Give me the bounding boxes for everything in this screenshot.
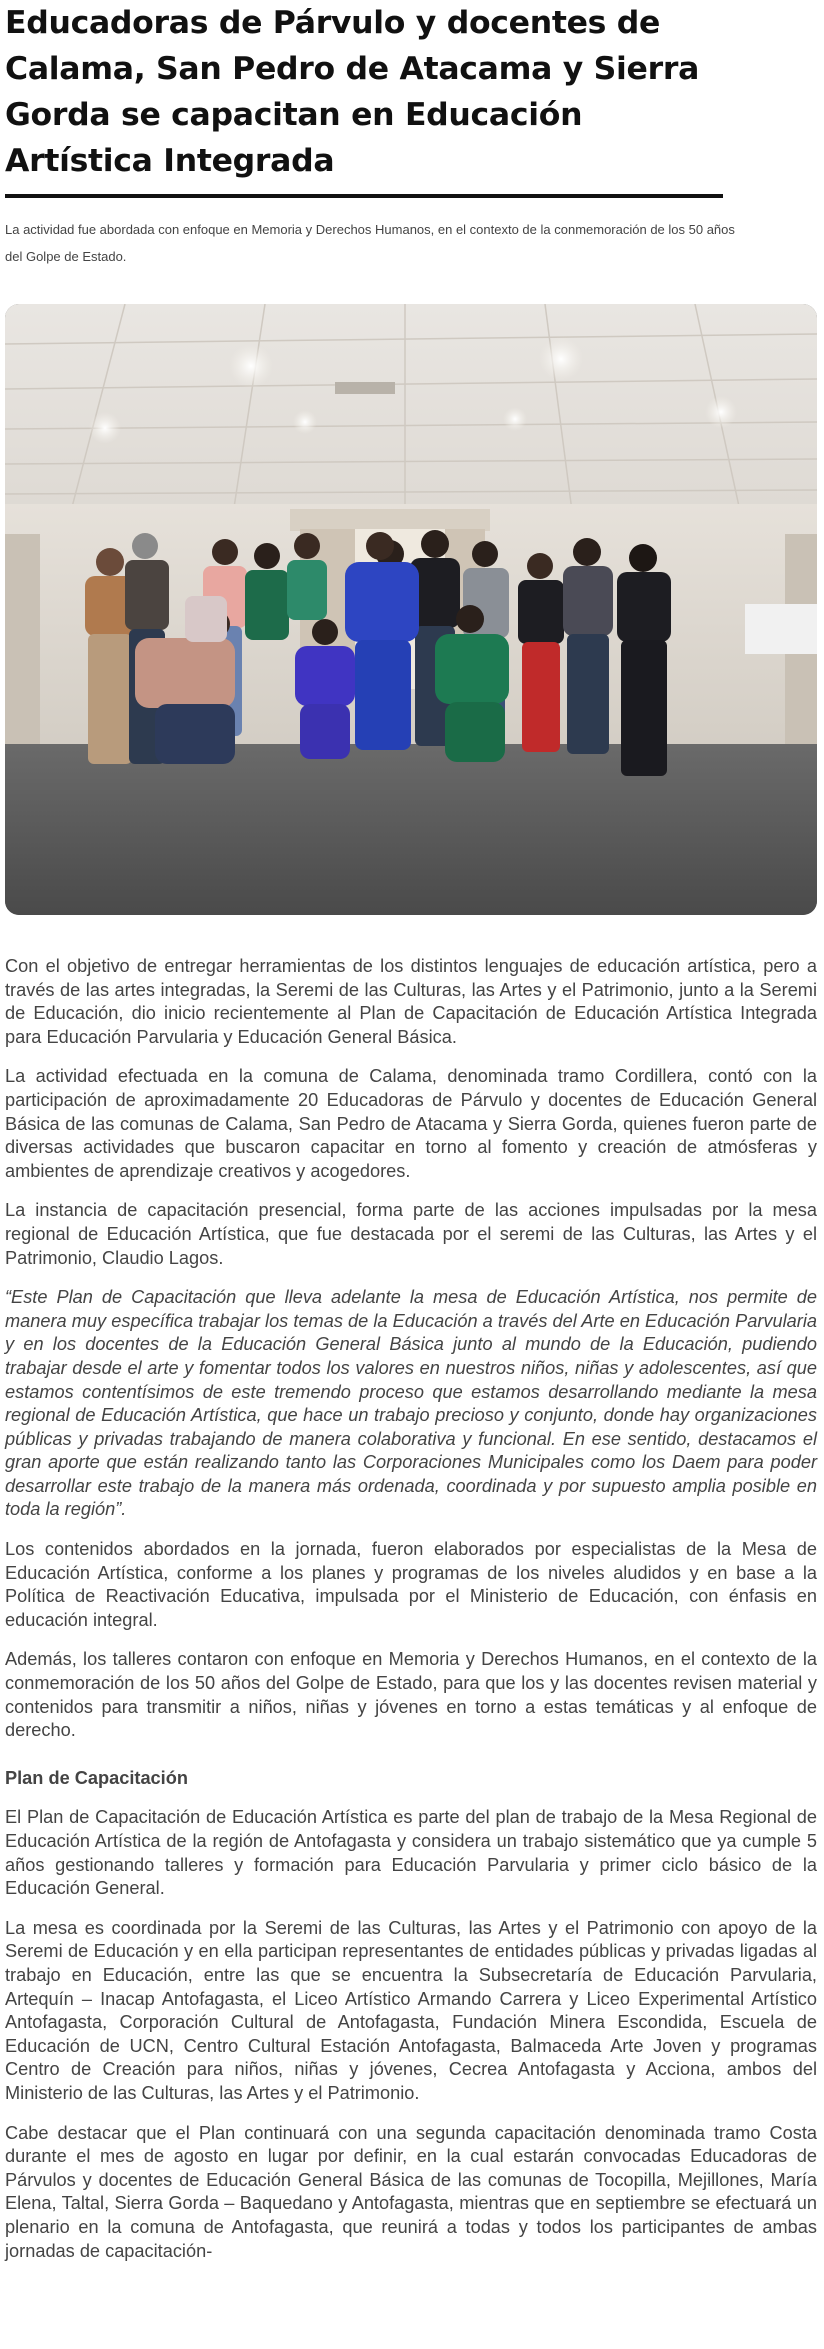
article-title: Educadoras de Párvulo y docentes de Calama, San Pedro de Atacama y Sierra Gorda se capacitan en Educación Artística Integrada (5, 5, 700, 179)
group-photo (5, 304, 817, 915)
article-paragraph: Cabe destacar que el Plan continuará con una segunda capacitación denominada tramo Costa durante el mes de agosto en lugar por definir, en la cual estarán convocadas Educadoras de Párvulos y docentes de Educación General Básica de las comunas de Tocopilla, Mejillones, María Elena, Taltal, Sierra Gorda – Baquedano y Antofagasta, mientras que en septiembre se efectuará un plenario en la comuna de Antofagasta, que reunirá a todas y todos los participantes de ambas jornadas de capacitación- (5, 2122, 817, 2261)
title-divider (5, 194, 723, 198)
article-subtitle: La actividad fue abordada con enfoque en Memoria y Derechos Humanos, en el contexto de la conmemoración de los 50 años del Golpe de Estado. (5, 222, 735, 264)
article-paragraph: Con el objetivo de entregar herramientas de los distintos lenguajes de educación artística, pero a través de las artes integradas, la Seremi de las Culturas, las Artes y el Patrimonio, junto a la Seremi de Educación, dio inicio recientemente al Plan de Capacitación de Educación Artística Integrada para Educación Parvularia y Educación General Básica. (5, 956, 817, 1047)
article-quote: “Este Plan de Capacitación que lleva adelante la mesa de Educación Artística, nos permite de manera muy específica trabajar los temas de la Educación a través del Arte en Educación Parvularia y en los docentes de la Educación General Básica junto al mundo de la Educación, pudiendo trabajar desde el arte y fomentar todos los valores en nuestros niños, niñas y adolescentes, así que estamos contentísimos de este tremendo proceso que estamos desarrollando mediante la mesa regional de Educación Artística, que hace un trabajo precioso y conjunto, donde hay organizaciones públicas y privadas trabajando de manera colaborativa y funcional. En ese sentido, destacamos el gran aporte que están realizando tanto las Corporaciones Municipales como los Daem para poder desarrollar este trabajo de la manera más ordenada, coordinada y por supuesto amplia posible en toda la región”. (5, 1287, 817, 1520)
article-paragraph: La instancia de capacitación presencial, forma parte de las acciones impulsadas por la mesa regional de Educación Artística, que fue destacada por el seremi de las Culturas, las Artes y el Patrimonio, Claudio Lagos. (5, 1200, 817, 1268)
article-paragraph: Además, los talleres contaron con enfoque en Memoria y Derechos Humanos, en el contexto de la conmemoración de los 50 años del Golpe de Estado, para que los y las docentes revisen material y contenidos para transmitir a niños, niñas y jóvenes en torno a estas temáticas y al enfoque de derecho. (5, 1649, 817, 1741)
article-paragraph: Los contenidos abordados en la jornada, fueron elaborados por especialistas de la Mesa de Educación Artística, conforme a los planes y programas de los niveles aludidos y en base a la Política de Reactivación Educativa, impulsada por el Ministerio de Educación, con énfasis en educación integral. (5, 1539, 817, 1630)
section-heading: Plan de Capacitación (5, 1767, 188, 1788)
article-paragraph: La actividad efectuada en la comuna de Calama, denominada tramo Cordillera, contó con la participación de aproximadamente 20 Educadoras de Párvulo y docentes de Educación General Básica de las comunas de Calama, San Pedro de Atacama y Sierra Gorda, quienes fueron parte de diversas actividades que buscaron capacitar en torno al fomento y creación de atmósferas y ambientes de aprendizaje creativos y acogedores. (5, 1066, 817, 1181)
article-body (5, 955, 817, 2263)
group-photo-image (5, 304, 817, 915)
article-paragraph: El Plan de Capacitación de Educación Artística es parte del plan de trabajo de la Mesa Regional de Educación Artística de la región de Antofagasta y considera un trabajo sistemático que ya cumple 5 años gestionando talleres y formación para Educación Parvularia y primer ciclo básico de la Educación General. (5, 1807, 817, 1899)
article-paragraph: La mesa es coordinada por la Seremi de las Culturas, las Artes y el Patrimonio con apoyo de la Seremi de Educación y en ella participan representantes de entidades públicas y privadas ligadas al trabajo en Educación, entre las que se encuentra la Subsecretaría de Educación Parvularia, Artequín – Inacap Antofagasta, el Liceo Artístico Armando Carrera y Liceo Experimental Artístico Antofagasta, Corporación Cultural de Antofagasta, Fundación Minera Escondida, Escuela de Educación de UCN, Centro Cultural Estación Antofagasta, Balmaceda Arte Joven y programas Centro de Creación para niños, niñas y jóvenes, Cecrea Antofagasta y Acciona, ambos del Ministerio de las Culturas, las Artes y el Patrimonio. (5, 1917, 817, 2103)
news-article (5, 0, 817, 2279)
